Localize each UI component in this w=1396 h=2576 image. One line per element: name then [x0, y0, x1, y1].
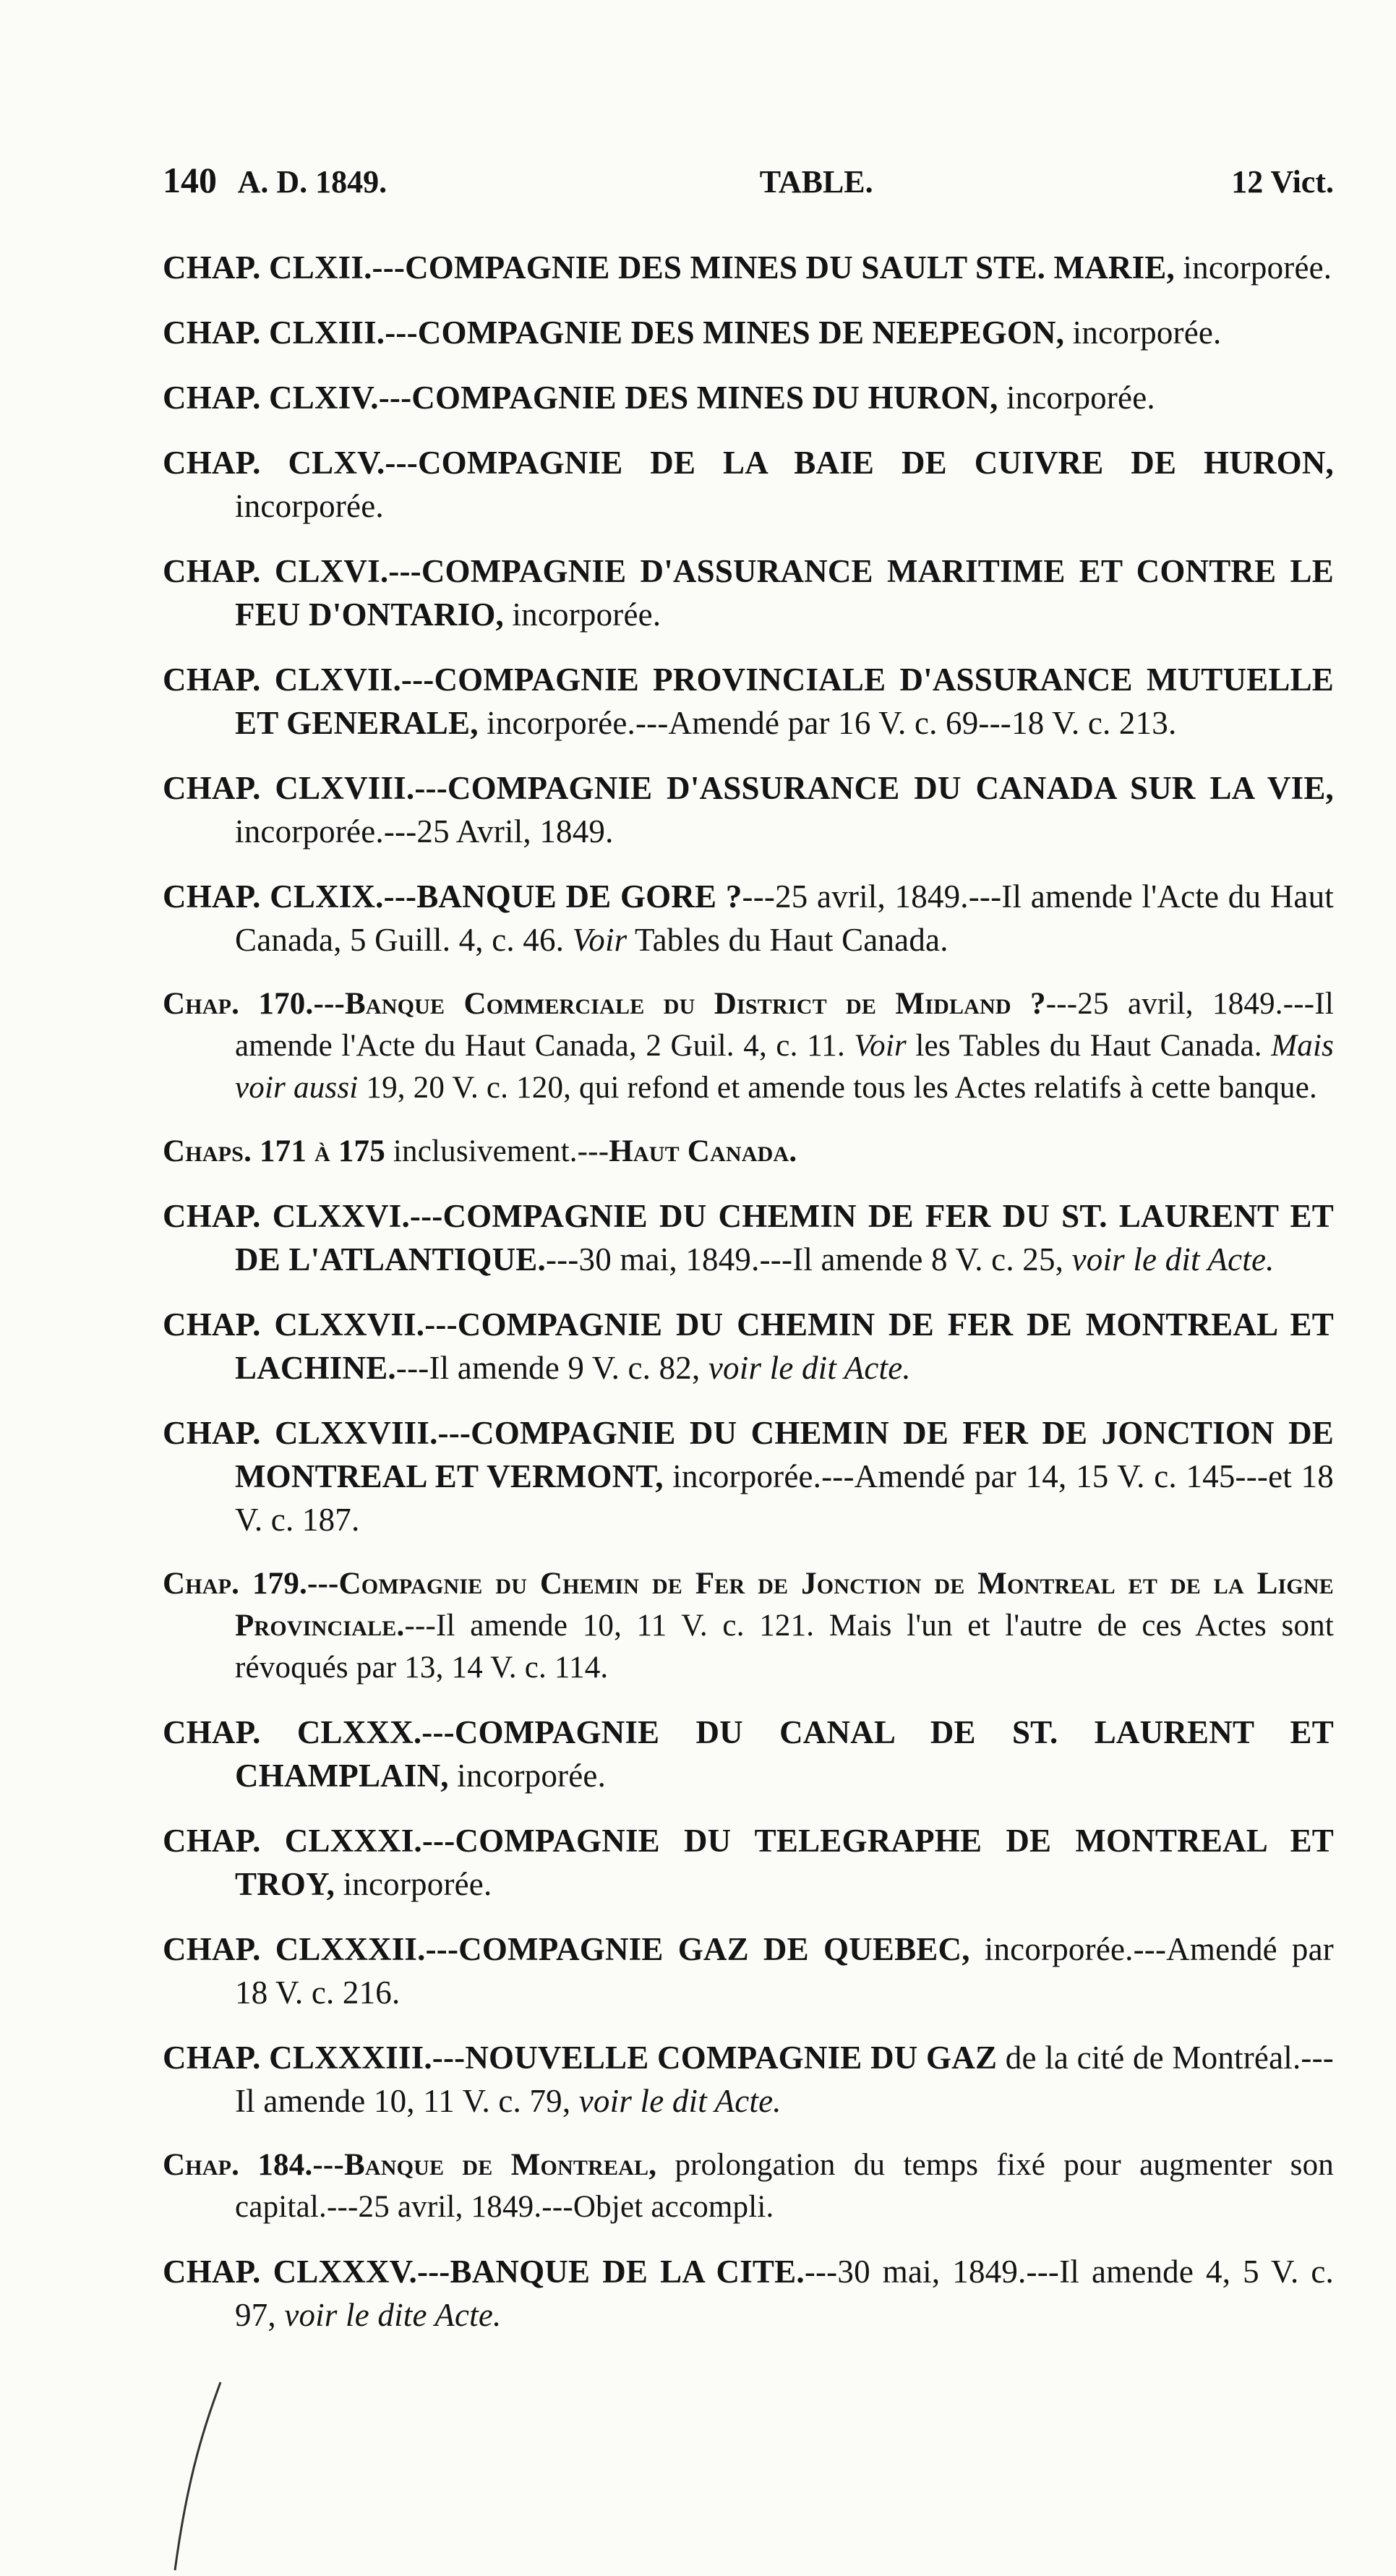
entry-description: incorporée.	[504, 596, 661, 633]
table-entries	[163, 246, 1334, 2337]
entry-description: ---Il amende 10, 11 V. c. 121. Mais l'un et l'autre de ces Actes sont révoqués par 13, 14 V. c. 114.	[235, 1609, 1334, 1685]
entry-description: ---30 mai, 1849.---Il amende 8 V. c. 25,	[545, 1241, 1064, 1278]
entry-chap-182	[163, 1927, 1334, 2014]
entry-reference-italic: voir le dit Acte.	[1071, 1241, 1275, 1278]
entry-description: incorporée.	[235, 488, 384, 524]
entry-description-cont: les Tables du Haut Canada.	[906, 1029, 1262, 1063]
entry-chap-168	[163, 766, 1334, 853]
entry-description: ---25 avril, 1849.---Il amende l'Acte du Haut Canada, 2 Guil. 4, c. 11.	[235, 987, 1334, 1063]
entry-description: incorporée.---Amendé par 18 V. c. 216.	[235, 1931, 1334, 2011]
entry-heading: CHAP. CLXIX.---BANQUE DE GORE ?	[163, 878, 742, 915]
entry-heading: CHAP. CLXIV.---COMPAGNIE DES MINES DU HURON,	[163, 380, 998, 416]
document-page	[163, 159, 1334, 2358]
entry-reference-italic-2: Mais voir aussi	[235, 1029, 1335, 1105]
page-number: 140	[163, 160, 217, 200]
entry-heading: CHAP. CLXV.---COMPAGNIE DE LA BAIE DE CUIVRE DE HURON,	[163, 445, 1334, 481]
entry-description: incorporée.---25 Avril, 1849.	[235, 813, 614, 850]
entry-chap-185	[163, 2250, 1334, 2337]
pen-stroke-mark	[166, 2379, 224, 2574]
running-head	[163, 159, 1334, 210]
entry-chap-181	[163, 1819, 1334, 1906]
entry-description: prolongation du temps fixé pour augmenter son capital.---25 avril, 1849.---Objet accompli.	[235, 2148, 1334, 2224]
running-head-left	[163, 159, 401, 201]
entry-reference-italic: voir le dit Acte.	[578, 2083, 781, 2119]
entry-reference-italic: voir le dite Acte.	[284, 2297, 502, 2333]
entry-chap-180	[163, 1711, 1334, 1797]
entry-heading-2: Haut Canada.	[609, 1134, 797, 1168]
entry-heading: CHAP. CLXXXIII.---NOUVELLE COMPAGNIE DU GAZ	[163, 2040, 998, 2076]
regnal-year: 12 Vict.	[1231, 164, 1334, 200]
entry-heading: Chap. 184.---Banque de Montreal,	[163, 2148, 657, 2182]
entry-description: ---Il amende 9 V. c. 82,	[395, 1350, 701, 1386]
entry-chap-176	[163, 1194, 1334, 1281]
entry-reference-italic: Voir	[854, 1029, 907, 1063]
entry-heading: CHAP. CLXXX.---COMPAGNIE DU CANAL DE ST. LAURENT ET CHAMPLAIN,	[163, 1714, 1334, 1794]
entry-heading: Chap. 170.---Banque Commerciale du District de Midland ?	[163, 987, 1046, 1021]
entry-heading: CHAP. CLXVII.---COMPAGNIE PROVINCIALE D'ASSURANCE MUTUELLE ET GENERALE,	[163, 662, 1334, 741]
entry-description: ---25 avril, 1849.---Il amende l'Acte du Haut Canada, 5 Guill. 4, c. 46.	[235, 878, 1334, 958]
entry-description: incorporée.---Amendé par 14, 15 V. c. 145---et 18 V. c. 187.	[235, 1458, 1335, 1538]
entry-heading: CHAP. CLXVIII.---COMPAGNIE D'ASSURANCE DU CANADA SUR LA VIE,	[163, 770, 1334, 806]
entry-reference-italic: voir le dit Acte.	[708, 1350, 911, 1386]
entry-chap-165	[163, 441, 1334, 528]
entry-description: incorporée.	[448, 1758, 607, 1794]
entry-heading: CHAP. CLXXXV.---BANQUE DE LA CITE.	[163, 2254, 805, 2290]
entry-heading: CHAP. CLXXXI.---COMPAGNIE DU TELEGRAPHE DE MONTREAL ET TROY,	[163, 1823, 1334, 1902]
entry-heading: CHAP. CLXII.---COMPAGNIE DES MINES DU SAULT STE. MARIE,	[163, 249, 1175, 286]
entry-chaps-171-175	[163, 1131, 1334, 1173]
entry-description: incorporée.	[998, 380, 1155, 416]
entry-chap-164	[163, 376, 1334, 419]
entry-reference-italic: Voir	[572, 922, 628, 958]
entry-heading: CHAP. CLXXVIII.---COMPAGNIE DU CHEMIN DE FER DE JONCTION DE MONTREAL ET VERMONT,	[163, 1415, 1334, 1494]
year-label: A. D. 1849.	[237, 164, 387, 200]
entry-description-cont: Tables du Haut Canada.	[627, 922, 948, 958]
entry-description: incorporée.	[1064, 314, 1222, 351]
entry-chap-177	[163, 1303, 1334, 1390]
entry-description: incorporée.---Amendé par 16 V. c. 69---18 V. c. 213.	[478, 705, 1177, 741]
entry-heading: Chaps. 171 à 175	[163, 1134, 385, 1168]
entry-chap-179	[163, 1563, 1334, 1689]
entry-chap-183	[163, 2036, 1334, 2123]
entry-heading: CHAP. CLXXVI.---COMPAGNIE DU CHEMIN DE FER DU ST. LAURENT ET DE L'ATLANTIQUE.	[163, 1198, 1334, 1278]
entry-heading: CHAP. CLXXVII.---COMPAGNIE DU CHEMIN DE FER DE MONTREAL ET LACHINE.	[163, 1306, 1334, 1386]
entry-heading: Chap. 179.---Compagnie du Chemin de Fer de Jonction de Montreal et de la Ligne Provinciale.	[163, 1567, 1334, 1643]
entry-heading: CHAP. CLXVI.---COMPAGNIE D'ASSURANCE MARITIME ET CONTRE LE FEU D'ONTARIO,	[163, 553, 1334, 633]
entry-description: de la cité de Montréal.---Il amende 10, 11 V. c. 79,	[235, 2040, 1334, 2119]
entry-chap-184	[163, 2144, 1334, 2228]
entry-description: incorporée.	[1174, 249, 1332, 286]
entry-description: inclusivement.---	[385, 1134, 609, 1168]
entry-chap-170	[163, 983, 1334, 1109]
entry-chap-162	[163, 246, 1334, 289]
entry-heading: CHAP. CLXXXII.---COMPAGNIE GAZ DE QUEBEC,	[163, 1931, 970, 1967]
entry-chap-163	[163, 311, 1334, 354]
entry-chap-167	[163, 658, 1334, 745]
entry-chap-166	[163, 549, 1334, 636]
entry-description: incorporée.	[335, 1866, 492, 1902]
entry-chap-178	[163, 1411, 1334, 1541]
running-title: TABLE.	[759, 164, 873, 200]
entry-heading: CHAP. CLXIII.---COMPAGNIE DES MINES DE NEEPEGON,	[163, 314, 1065, 351]
entry-chap-169	[163, 875, 1334, 962]
entry-description-cont-2: 19, 20 V. c. 120, qui refond et amende tous les Actes relatifs à cette banque.	[358, 1071, 1317, 1105]
entry-description: ---30 mai, 1849.---Il amende 4, 5 V. c. 97,	[235, 2254, 1334, 2333]
